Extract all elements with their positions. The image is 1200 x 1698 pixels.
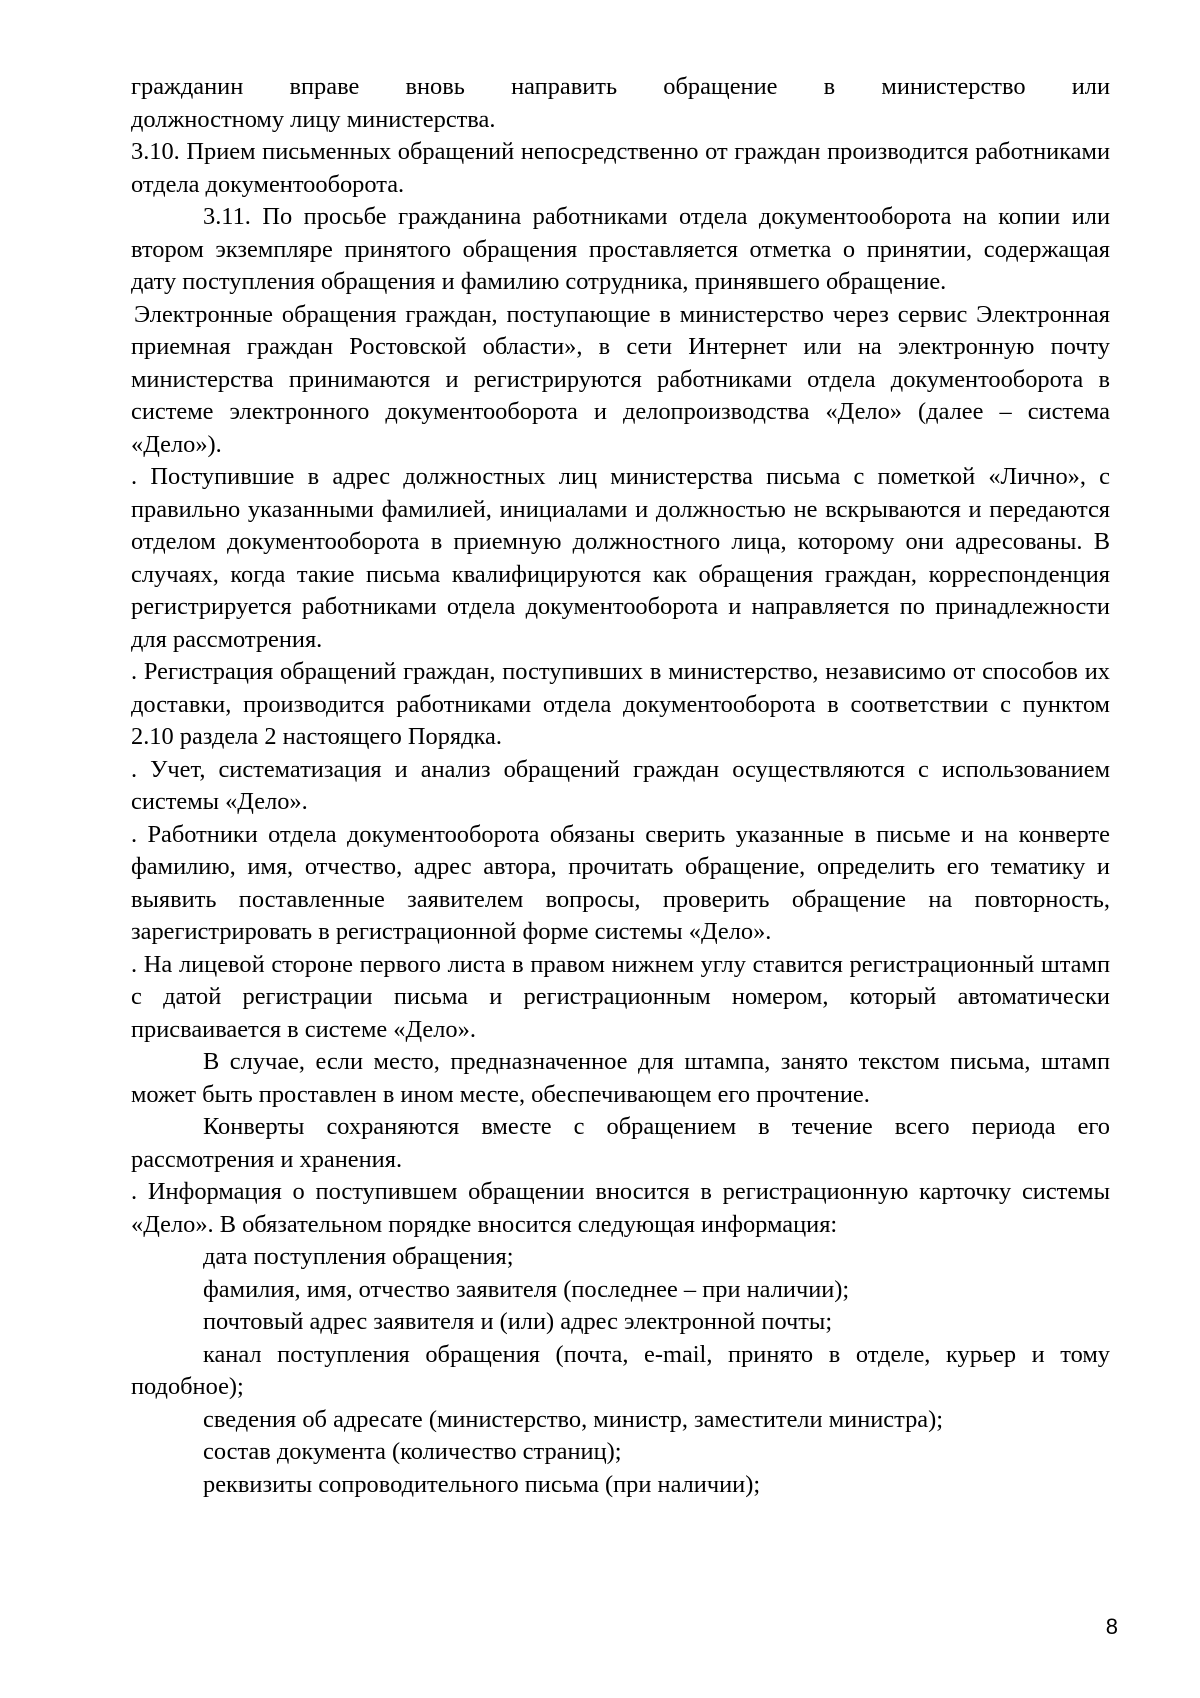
paragraph-personal-letters: . Поступившие в адрес должностных лиц министерства письма с пометкой «Лично», с правильно указанными фамилией, инициалами и должностью не вскрываются и передаются отделом документооборота в приемную должностного лица, которому они адресованы. В случаях, когда такие письма квалифицируются как обращения граждан, корреспонденция регистрируется работниками отдела документооборота и направляется по принадлежности для рассмотрения. (131, 463, 1110, 653)
paragraph-2: должностному лицу министерства. (131, 105, 496, 133)
paragraph-registration-card: . Информация о поступившем обращении вносится в регистрационную карточку системы «Дело». В обязательном порядке вносится следующая информация: (131, 1178, 1110, 1238)
paragraph-electronic-appeals: Электронные обращения граждан, поступающие в министерство через сервис Электронная приемная граждан Ростовской области», в сети Интернет или на электронную почту министерства принимаются и регистрируются работниками отдела документооборота в системе электронного документооборота и делопроизводства «Дело» (далее – система «Дело»). (131, 300, 1110, 458)
document-body (131, 71, 1110, 1501)
paragraph-3-10: 3.10. Прием письменных обращений непосредственно от граждан производится работниками отдела документооборота. (131, 138, 1110, 198)
paragraph-stamp-placement: В случае, если место, предназначенное для штампа, занято текстом письма, штамп может быть проставлен в ином месте, обеспечивающем его прочтение. (131, 1048, 1110, 1108)
paragraph-envelopes: Конверты сохраняются вместе с обращением в течение всего периода его рассмотрения и хранения. (131, 1113, 1110, 1173)
paragraph-3-11: 3.11. По просьбе гражданина работниками отдела документооборота на копии или втором экземпляре принятого обращения проставляется отметка о принятии, содержащая дату поступления обращения и фамилию сотрудника, принявшего обращение. (131, 203, 1110, 295)
list-item-receipt-channel: канал поступления обращения (почта, e-mail, принято в отделе, курьер и тому подобное); (131, 1340, 1110, 1400)
list-item-document-composition: состав документа (количество страниц); (203, 1438, 622, 1465)
page-number: 8 (1105, 1614, 1118, 1639)
paragraph-verification: . Работники отдела документооборота обязаны сверить указанные в письме и на конверте фамилию, имя, отчество, адрес автора, прочитать обращение, определить его тематику и выявить поставленные заявителем вопросы, проверить обращение на повторность, зарегистрировать в регистрационной форме системы «Дело». (131, 820, 1110, 945)
paragraph-registration: . Регистрация обращений граждан, поступивших в министерство, независимо от способов их доставки, производится работниками отдела документооборота в соответствии с пунктом 2.10 раздела 2 настоящего Порядка. (131, 658, 1110, 750)
list-item-applicant-address: почтовый адрес заявителя и (или) адрес электронной почты; (203, 1308, 833, 1335)
list-item-cover-letter: реквизиты сопроводительного письма (при наличии); (203, 1470, 761, 1498)
list-item-addressee: сведения об адресате (министерство, министр, заместители министра); (203, 1405, 944, 1433)
paragraph-accounting: . Учет, систематизация и анализ обращений граждан осуществляются с использованием системы «Дело». (131, 755, 1110, 815)
list-item-receipt-date: дата поступления обращения; (203, 1243, 514, 1270)
paragraph-1: гражданин вправе вновь направить обращение в министерство или (131, 73, 1110, 100)
paragraph-stamp: . На лицевой стороне первого листа в правом нижнем углу ставится регистрационный штамп с датой регистрации письма и регистрационным номером, который автоматически присваивается в системе «Дело». (131, 950, 1110, 1043)
list-item-applicant-name: фамилия, имя, отчество заявителя (последнее – при наличии); (203, 1275, 850, 1303)
